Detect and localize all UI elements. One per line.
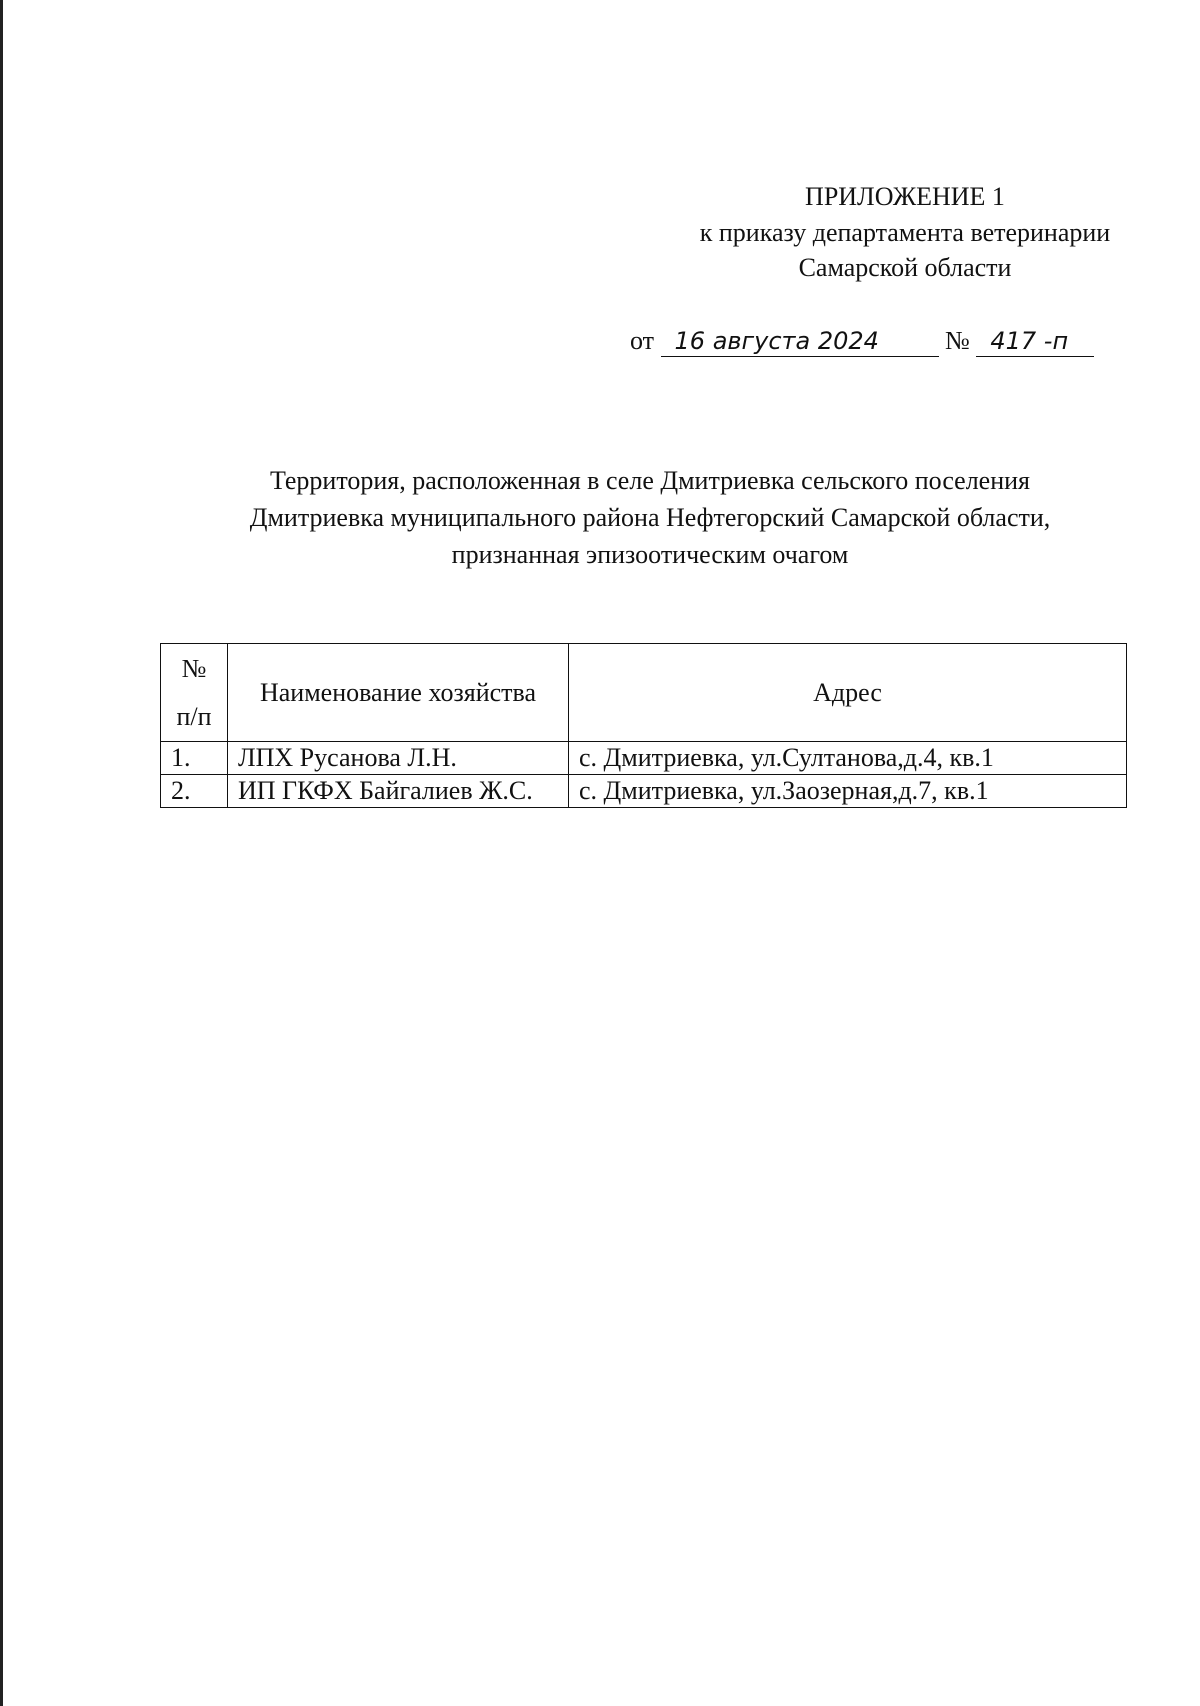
num-bottom: п/п [176,701,212,731]
farms-table [160,643,1127,808]
scan-edge [0,0,3,1706]
table-header-row [161,644,1127,742]
cell-num: 2. [161,775,228,808]
header-name: Наименование хозяйства [228,644,569,742]
title-line: Дмитриевка муниципального района Нефтегорский Самарской области, [249,503,1051,532]
appendix-heading: ПРИЛОЖЕНИЕ 1 [805,182,1005,211]
handwritten-date: 16 августа 2024 [661,326,939,357]
cell-address: с. Дмитриевка, ул.Заозерная,д.7, кв.1 [569,775,1127,808]
cell-name: ЛПХ Русанова Л.Н. [228,742,569,775]
cell-address: с. Дмитриевка, ул.Султанова,д.4, кв.1 [569,742,1127,775]
from-label: от [630,326,655,355]
header-address: Адрес [569,644,1127,742]
document-title [150,462,1150,573]
cell-num: 1. [161,742,228,775]
handwritten-number: 417 -п [976,326,1094,357]
appendix-line-3: Самарской области [798,253,1012,282]
order-date-line [630,326,1094,357]
appendix-line-2: к приказу департамента ветеринарии [699,218,1111,247]
number-label: № [945,326,970,355]
title-line: признанная эпизоотическим очагом [451,540,849,569]
num-top: № [181,653,207,683]
title-line: Территория, расположенная в селе Дмитриевка сельского поселения [269,466,1031,495]
table-row [161,742,1127,775]
header-num [161,644,228,742]
cell-name: ИП ГКФХ Байгалиев Ж.С. [228,775,569,808]
table-row [161,775,1127,808]
